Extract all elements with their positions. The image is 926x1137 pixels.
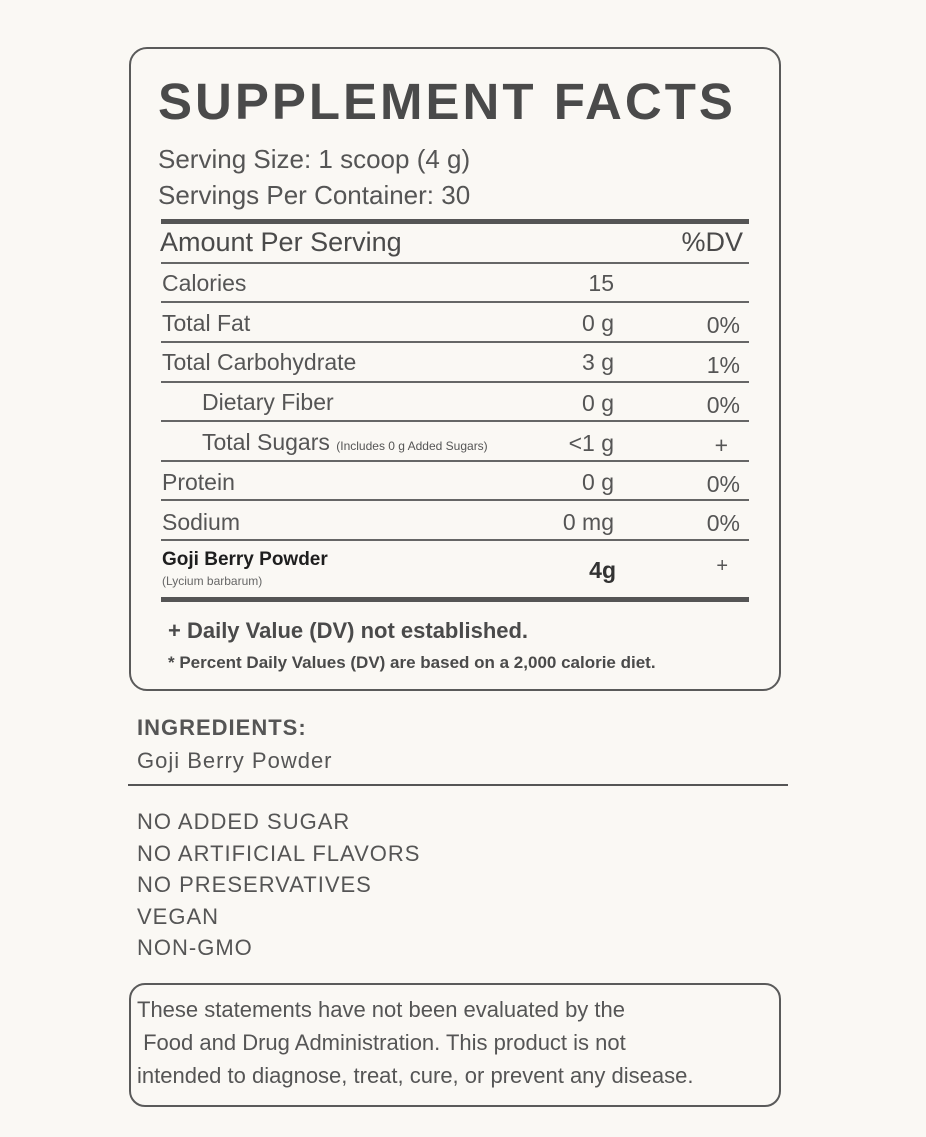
row-divider <box>161 341 749 343</box>
claim-item: NON-GMO <box>137 935 253 960</box>
nutrient-dv: + <box>714 432 728 458</box>
claim-item: VEGAN <box>137 903 220 929</box>
nutrient-label-text: Total Sugars <box>202 429 330 455</box>
row-divider <box>161 381 749 383</box>
nutrient-dv: 0% <box>706 510 740 536</box>
row-divider <box>161 499 749 501</box>
fda-disclaimer <box>137 993 797 1092</box>
nutrient-label: Dietary Fiber <box>202 389 334 415</box>
nutrient-dv: 1% <box>706 352 740 378</box>
row-divider <box>161 262 749 264</box>
nutrient-dv: 0% <box>706 312 740 338</box>
nutrient-dv: 0% <box>706 392 740 418</box>
claim-item: NO ADDED SUGAR <box>137 809 351 834</box>
thick-divider-top <box>161 219 749 224</box>
dv-not-established-note: + Daily Value (DV) not established. <box>168 618 529 643</box>
goji-berry-amount: 4g <box>589 557 616 583</box>
claims-list <box>137 806 420 964</box>
nutrient-label: Calories <box>162 270 247 296</box>
disclaimer-line: Food and Drug Administration. This product is not <box>137 1030 626 1055</box>
disclaimer-line: These statements have not been evaluated by the <box>137 997 625 1022</box>
header-percent-dv: %DV <box>681 227 743 257</box>
nutrient-dv: 0% <box>706 471 740 497</box>
goji-berry-dv: + <box>716 555 728 577</box>
added-sugars-note: (Includes 0 g Added Sugars) <box>336 439 488 453</box>
ingredients-divider <box>128 784 788 786</box>
serving-size: Serving Size: 1 scoop (4 g) <box>158 144 471 174</box>
goji-berry-latin: (Lycium barbarum) <box>162 574 263 588</box>
percent-dv-note: * Percent Daily Values (DV) are based on a 2,000 calorie diet. <box>168 653 656 672</box>
row-divider <box>161 539 749 541</box>
nutrient-label: Total Fat <box>162 310 251 336</box>
nutrient-amount: 0 g <box>582 310 614 336</box>
nutrient-amount: 0 g <box>582 469 614 495</box>
header-amount-per-serving: Amount Per Serving <box>160 227 402 257</box>
nutrient-amount: 0 mg <box>562 509 614 535</box>
row-divider <box>161 301 749 303</box>
claim-item: NO ARTIFICIAL FLAVORS <box>137 840 421 866</box>
nutrient-label: Protein <box>162 469 235 495</box>
nutrient-label: Sodium <box>162 509 240 535</box>
row-divider <box>161 420 749 422</box>
nutrient-label: Total Carbohydrate <box>162 349 357 375</box>
nutrient-amount: 3 g <box>582 349 614 375</box>
claim-item: NO PRESERVATIVES <box>137 872 372 897</box>
nutrient-amount: 15 <box>588 270 614 296</box>
goji-berry-name: Goji Berry Powder <box>162 549 328 570</box>
disclaimer-line: intended to diagnose, treat, cure, or prevent any disease. <box>137 1063 694 1088</box>
row-divider <box>161 460 749 462</box>
ingredients-title: INGREDIENTS: <box>137 715 307 740</box>
facts-title: SUPPLEMENT FACTS <box>158 73 736 130</box>
servings-per-container: Servings Per Container: 30 <box>158 180 471 210</box>
nutrient-amount: <1 g <box>568 430 614 456</box>
ingredients-text: Goji Berry Powder <box>137 748 333 773</box>
nutrient-label <box>202 429 488 456</box>
thick-divider-bottom <box>161 597 749 602</box>
nutrient-amount: 0 g <box>582 390 614 416</box>
